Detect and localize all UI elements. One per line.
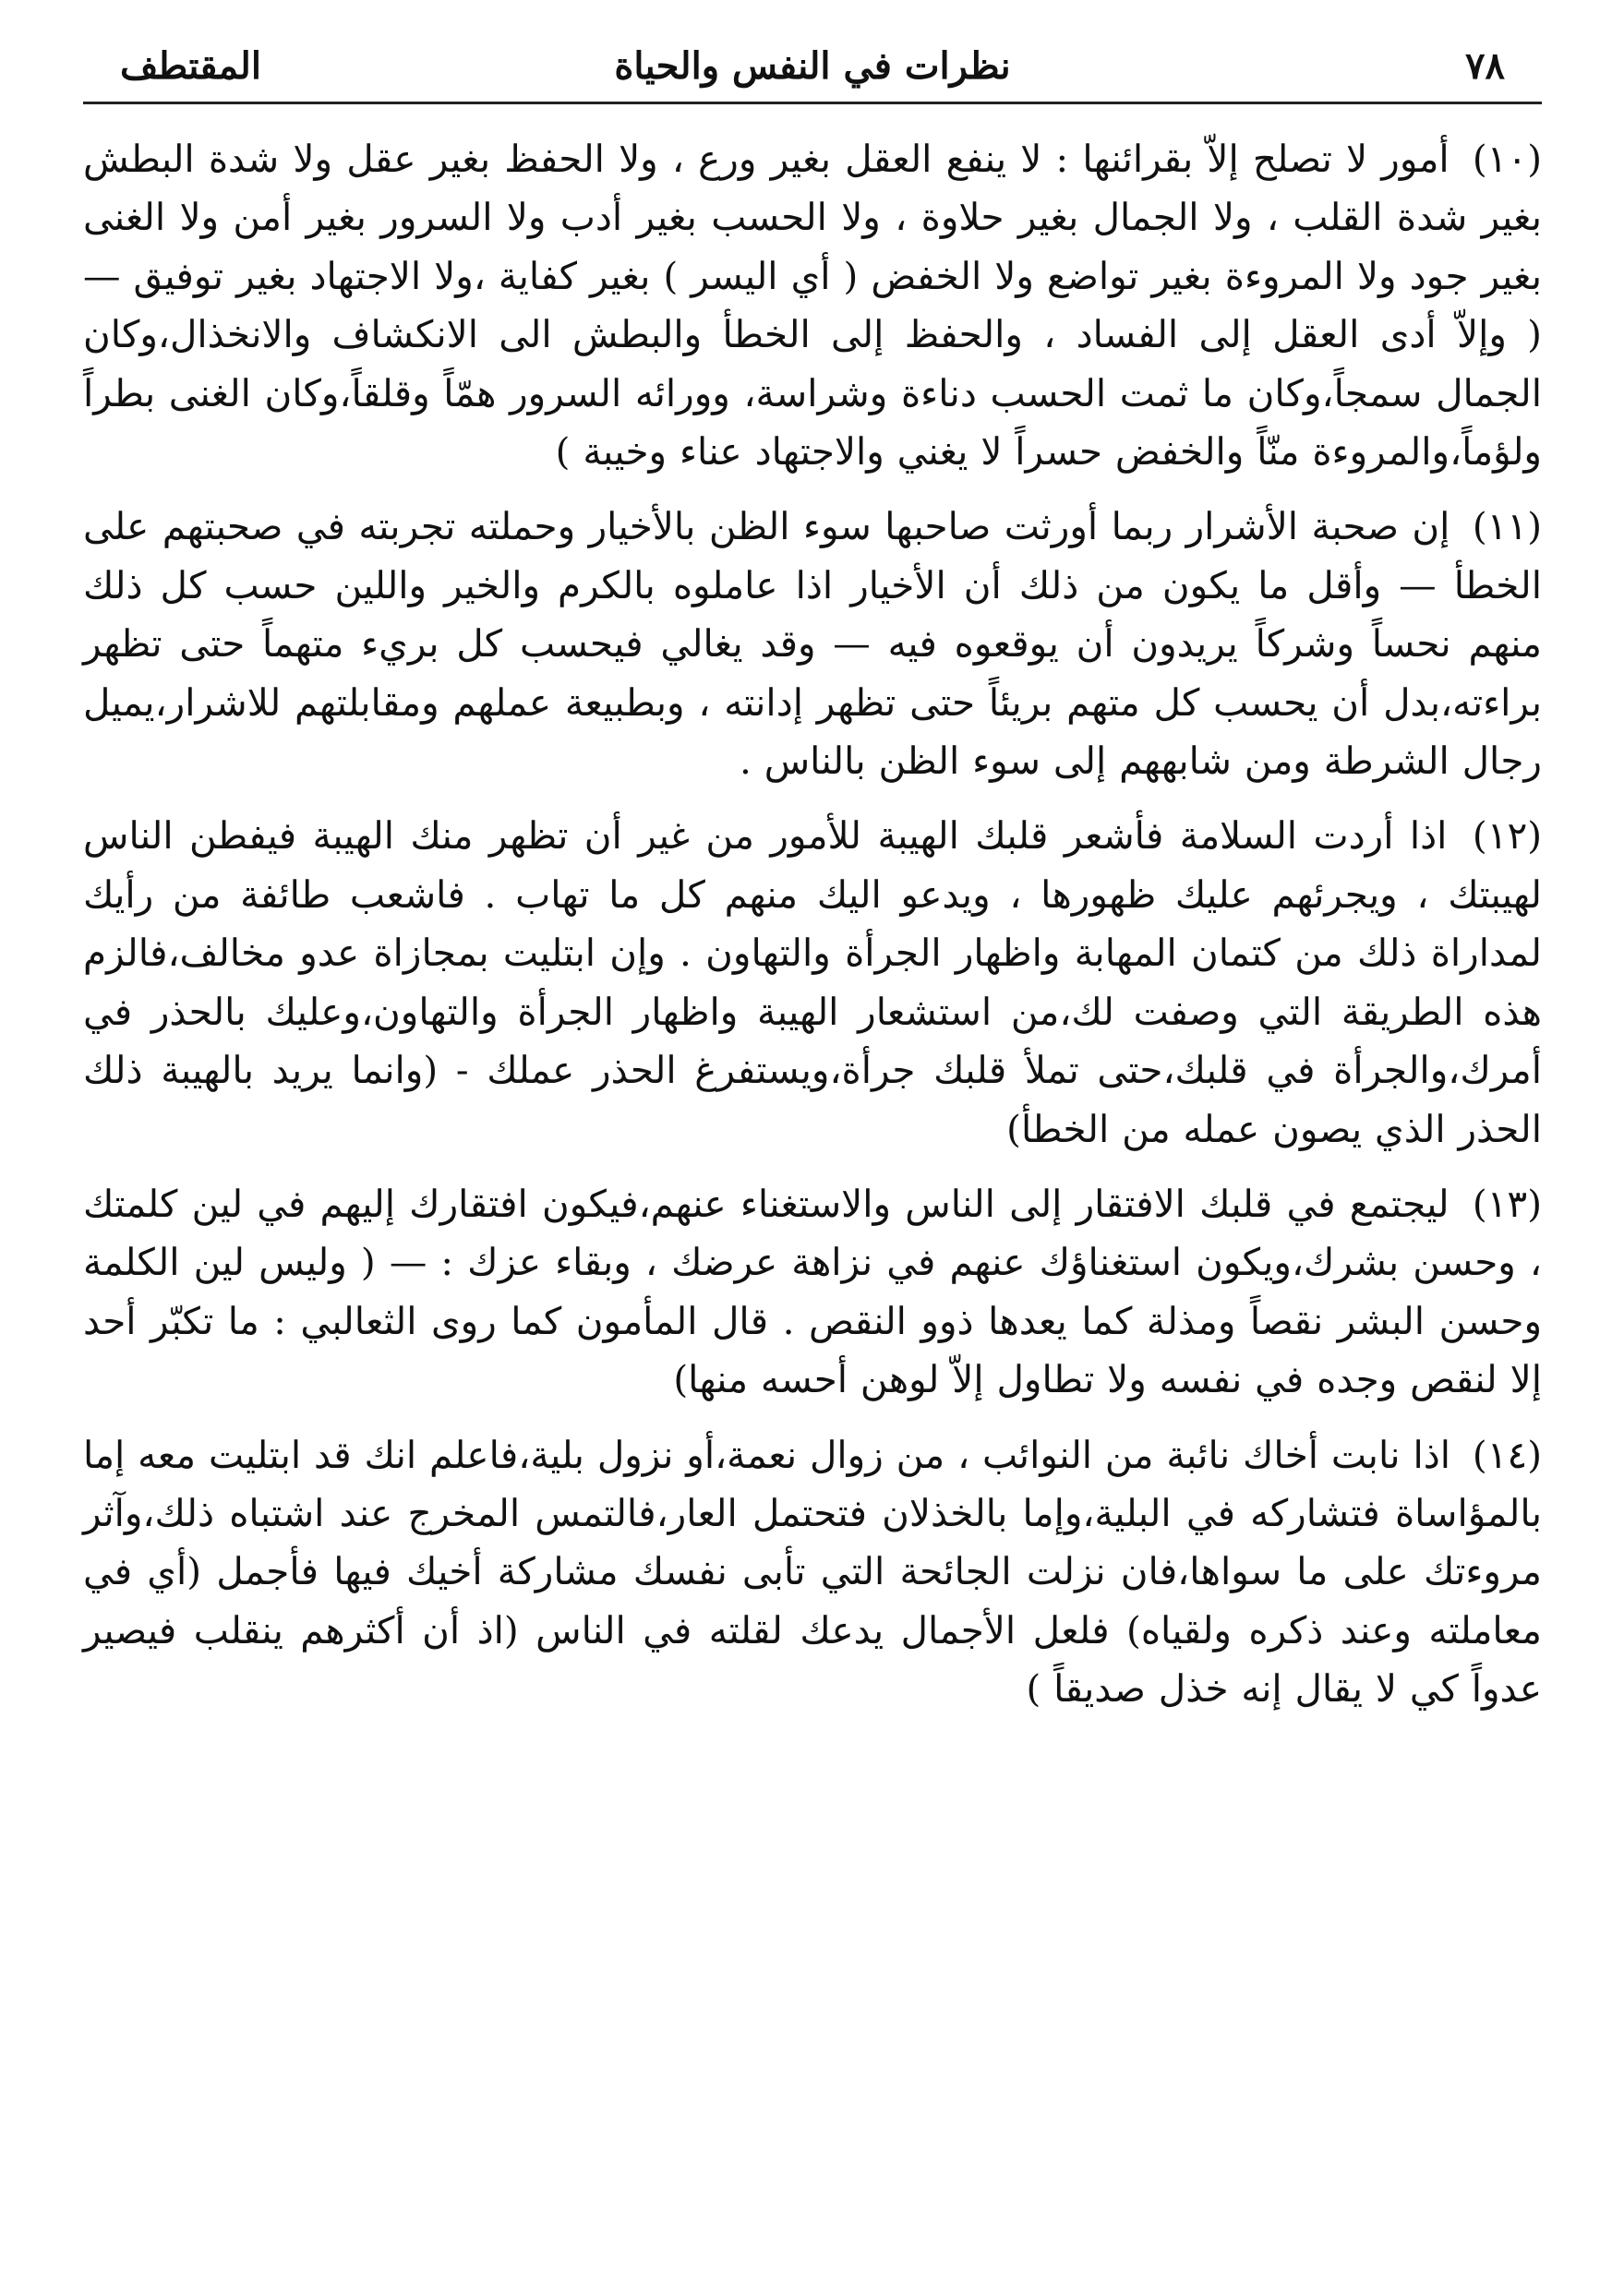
page-number: ٧٨ [1465, 44, 1505, 88]
paragraph-number: (١١) [1472, 504, 1542, 549]
paragraph-11 [83, 498, 1542, 790]
paragraph-text: إن صحبة الأشرار ربما أورثت صاحبها سوء الظن بالأخيار وحملته تجربته في صحبتهم على الخطأ — وأقل ما يكون من ذلك أن الأخيار اذا عاملوه بالكرم والخير واللين حسب كل ذلك منهم نحساً وشركاً يريدون أن يوقعوه فيه — وقد يغالي فيحسب كل بريء متهماً حتى تظهر براءته،بدل أن يحسب كل متهم بريئاً حتى تظهر إدانته ، وبطبيعة عملهم ومقابلتهم للاشرار،يميل رجال الشرطة ومن شابههم إلى سوء الظن بالناس . [83, 504, 1542, 784]
paragraph-13 [83, 1175, 1542, 1410]
document-page [83, 28, 1542, 2253]
running-title: نظرات في النفس والحياة [614, 44, 1011, 88]
paragraph-text: أمور لا تصلح إلاّ بقرائنها : لا ينفع العقل بغير ورع ، ولا الحفظ بغير عقل ولا شدة البطش بغير شدة القلب ، ولا الجمال بغير حلاوة ، ولا الحسب بغير أدب ولا السرور بغير أمن ولا الغنى بغير جود ولا المروءة بغير تواضع ولا الخفض ( أي اليسر ) بغير كفاية ،ولا الاجتهاد بغير توفيق — ( وإلاّ أدى العقل إلى الفساد ، والحفظ إلى الخطأ والبطش الى الانكشاف والانخذال،وكان الجمال سمجاً،وكان ما ثمت الحسب دناءة وشراسة، وورائه السرور همّاً وقلقاً،وكان الغنى بطراً ولؤماً،والمروءة منّاً والخفض حسراً لا يغني والاجتهاد عناء وخيبة ) [83, 137, 1542, 475]
paragraph-number: (١٠) [1472, 137, 1542, 181]
paragraph-10 [83, 130, 1542, 481]
paragraph-number: (١٤) [1472, 1432, 1543, 1477]
paragraph-text: اذا أردت السلامة فأشعر قلبك الهيبة للأمور من غير أن تظهر منك الهيبة فيفطن الناس لهيبتك ، ويجرئهم عليك ظهورها ، ويدعو اليك منهم كل ما تهاب . فاشعب طائفة من رأيك لمداراة ذلك من كتمان المهابة واظهار الجرأة والتهاون . وإن ابتليت بمجازاة عدو مخالف،فالزم هذه الطريقة التي وصفت لك،من استشعار الهيبة واظهار الجرأة والتهاون،وعليك بالحذر في أمرك،والجرأة في قلبك،حتى تملأ قلبك جرأة،ويستفرغ الحذر عملك - (وانما يريد بالهيبة ذلك الحذر الذي يصون عمله من الخطأ) [83, 813, 1542, 1151]
page-body [83, 130, 1542, 1719]
paragraph-number: (١٢) [1472, 813, 1543, 859]
paragraph-text: اذا نابت أخاك نائبة من النوائب ، من زوال نعمة،أو نزول بلية،فاعلم انك قد ابتليت معه إما بالمؤاساة فتشاركه في البلية،وإما بالخذلان فتحتمل العار،فالتمس المخرج عند اشتباه ذلك،وآثر مروءتك على ما سواها،فان نزلت الجائحة التي تأبى نفسك مشاركة أخيك فيها فأجمل (أي في معاملته وعند ذكره ولقياه) فلعل الأجمال يدعك لقلته في الناس (اذ أن أكثرهم ينقلب فيصير عدواً كي لا يقال إنه خذل صديقاً ) [83, 1432, 1542, 1712]
paragraph-12 [83, 807, 1542, 1158]
paragraph-number: (١٣) [1472, 1181, 1542, 1226]
paragraph-text: ليجتمع في قلبك الافتقار إلى الناس والاستغناء عنهم،فيكون افتقارك إليهم في لين كلمتك ، وحسن بشرك،ويكون استغناؤك عنهم في نزاهة عرضك ، وبقاء عزك : — ( وليس لين الكلمة وحسن البشر نقصاً ومذلة كما يعدها ذوو النقص . قال المأمون كما روى الثعالبي : ما تكبّر أحد إلا لنقص وجده في نفسه ولا تطاول إلاّ لوهن أحسه منها) [83, 1181, 1542, 1402]
paragraph-14 [83, 1426, 1542, 1719]
page-header [83, 28, 1542, 104]
journal-name: المقتطف [120, 44, 261, 88]
